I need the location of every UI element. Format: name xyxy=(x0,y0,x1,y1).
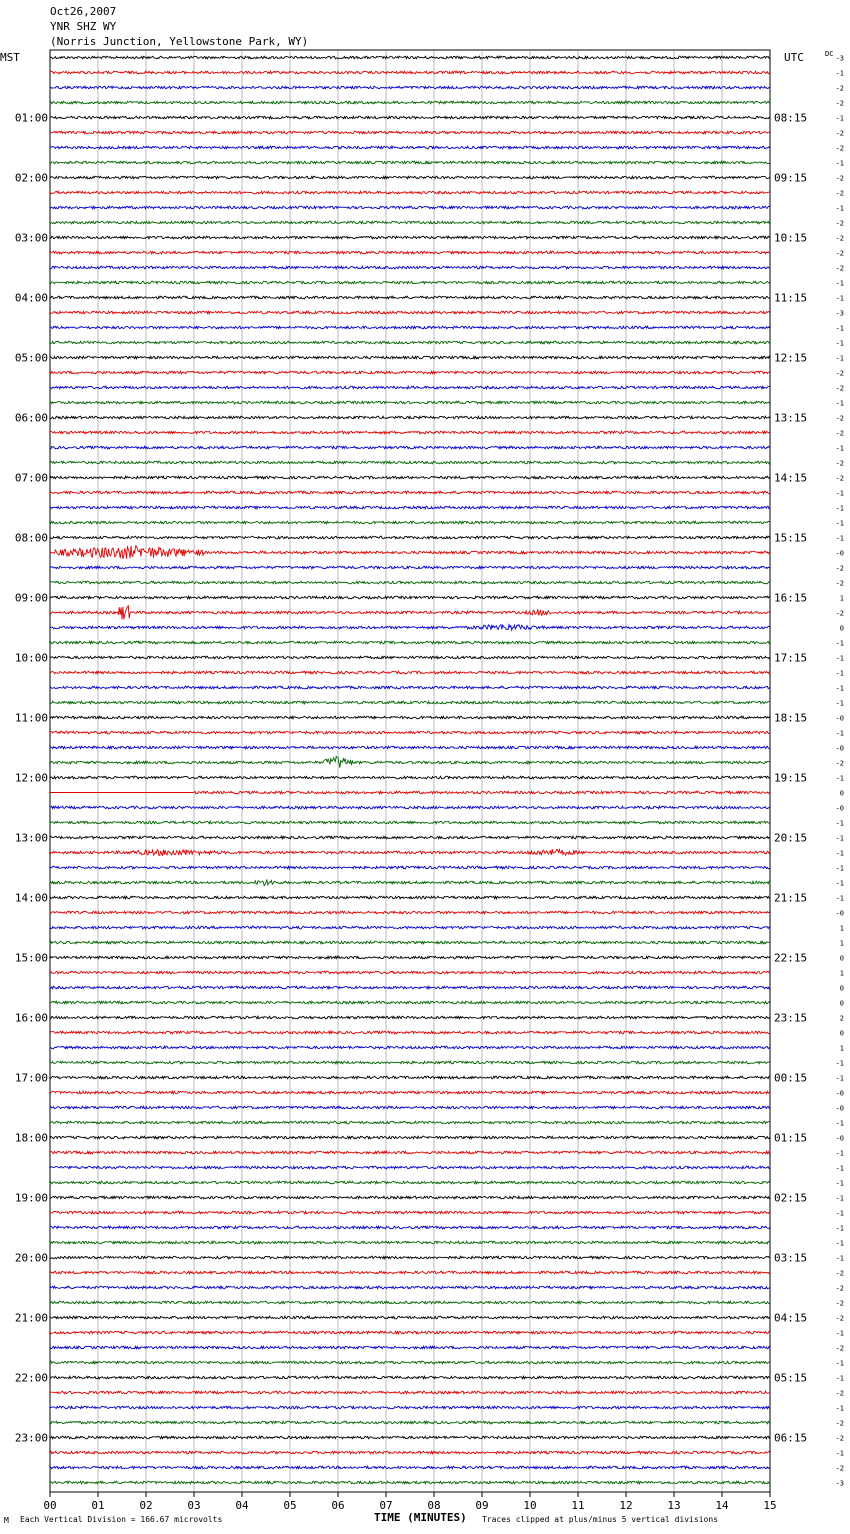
trace-11 xyxy=(50,221,770,224)
dc-offset-label: -1 xyxy=(835,354,844,363)
dc-offset-label: -2 xyxy=(835,414,844,423)
dc-offset-label: -0 xyxy=(835,909,844,918)
trace-47 xyxy=(50,756,770,767)
trace-3 xyxy=(50,101,770,104)
dc-offset-label: 0 xyxy=(839,1029,844,1038)
trace-21 xyxy=(50,371,770,374)
dc-offset-label: -1 xyxy=(835,1119,844,1128)
trace-36 xyxy=(50,596,770,599)
x-tick-label: 15 xyxy=(763,1499,777,1512)
dc-offset-label: -1 xyxy=(835,204,844,213)
dc-offset-label: -0 xyxy=(835,1104,844,1113)
right-hour-label: 15:15 xyxy=(774,531,808,545)
trace-87 xyxy=(50,1361,770,1364)
trace-28 xyxy=(50,476,770,479)
trace-76 xyxy=(50,1196,770,1199)
right-timezone-label: UTC xyxy=(784,51,804,64)
x-tick-label: 08 xyxy=(427,1499,441,1512)
dc-offset-label: -1 xyxy=(835,819,844,828)
dc-offset-label: -1 xyxy=(835,1239,844,1248)
trace-93 xyxy=(50,1451,770,1454)
dc-offset-label: 0 xyxy=(839,624,844,633)
dc-offset-label: 2 xyxy=(839,1014,844,1023)
trace-78 xyxy=(50,1226,770,1229)
dc-offset-label: -1 xyxy=(835,279,844,288)
trace-18 xyxy=(50,326,770,329)
dc-offset-label: -2 xyxy=(835,1284,844,1293)
trace-84 xyxy=(50,1316,770,1319)
trace-2 xyxy=(50,86,770,89)
left-hour-label: 13:00 xyxy=(14,831,48,845)
dc-offset-label: -1 xyxy=(835,684,844,693)
trace-92 xyxy=(50,1436,770,1439)
dc-offset-label: -1 xyxy=(835,324,844,333)
dc-offset-label: -1 xyxy=(835,1404,844,1413)
dc-offset-label: -1 xyxy=(835,864,844,873)
left-hour-label: 08:00 xyxy=(14,531,48,545)
dc-offset-label: -2 xyxy=(835,129,844,138)
trace-85 xyxy=(50,1331,770,1334)
left-hour-label: 03:00 xyxy=(14,231,48,245)
dc-offset-label: -1 xyxy=(835,1449,844,1458)
trace-72 xyxy=(50,1136,770,1139)
trace-74 xyxy=(50,1166,770,1169)
dc-offset-label: -2 xyxy=(835,609,844,618)
dc-offset-label: -2 xyxy=(835,459,844,468)
dc-offset-label: -1 xyxy=(835,504,844,513)
trace-62 xyxy=(50,986,770,989)
dc-offset-label: -0 xyxy=(835,744,844,753)
left-hour-label: 19:00 xyxy=(14,1191,48,1205)
trace-80 xyxy=(50,1256,770,1259)
trace-67 xyxy=(50,1061,770,1064)
left-hour-label: 01:00 xyxy=(14,111,48,125)
trace-38 xyxy=(50,625,770,630)
left-hour-label: 04:00 xyxy=(14,291,48,305)
corner-mark: M xyxy=(4,1516,9,1525)
dc-offset-label: 1 xyxy=(839,924,844,933)
x-tick-label: 04 xyxy=(235,1499,249,1512)
trace-64 xyxy=(50,1016,770,1019)
plot-frame xyxy=(50,50,770,1492)
left-hour-label: 17:00 xyxy=(14,1071,48,1085)
dc-offset-label: -2 xyxy=(835,384,844,393)
left-hour-label: 22:00 xyxy=(14,1371,48,1385)
trace-20 xyxy=(50,356,770,359)
right-hour-label: 04:15 xyxy=(774,1311,808,1325)
trace-27 xyxy=(50,461,770,464)
dc-offset-label: -1 xyxy=(835,849,844,858)
dc-offset-label: -1 xyxy=(835,1359,844,1368)
trace-25 xyxy=(50,431,770,434)
dc-offset-label: -0 xyxy=(835,549,844,558)
scale-note: Each Vertical Division = 166.67 microvolts xyxy=(20,1515,223,1524)
dc-offset-label: -1 xyxy=(835,1194,844,1203)
dc-offset-label: -1 xyxy=(835,1059,844,1068)
trace-50 xyxy=(50,806,770,809)
dc-offset-label: -1 xyxy=(835,729,844,738)
trace-91 xyxy=(50,1421,770,1424)
dc-offset-label: -1 xyxy=(835,1149,844,1158)
x-tick-label: 14 xyxy=(715,1499,729,1512)
dc-offset-label: -1 xyxy=(835,654,844,663)
dc-offset-label: -2 xyxy=(835,1419,844,1428)
trace-44 xyxy=(50,716,770,719)
right-hour-label: 11:15 xyxy=(774,291,808,305)
trace-40 xyxy=(50,656,770,659)
trace-83 xyxy=(50,1301,770,1304)
dc-offset-label: -2 xyxy=(835,264,844,273)
dc-offset-label: -2 xyxy=(835,1434,844,1443)
x-tick-label: 03 xyxy=(187,1499,201,1512)
trace-59 xyxy=(50,941,770,944)
right-hour-label: 06:15 xyxy=(774,1431,808,1445)
trace-35 xyxy=(50,581,770,584)
left-hour-label: 20:00 xyxy=(14,1251,48,1265)
dc-offset-label: -1 xyxy=(835,294,844,303)
trace-15 xyxy=(50,281,770,284)
left-hour-label: 14:00 xyxy=(14,891,48,905)
trace-1 xyxy=(50,71,770,74)
trace-37 xyxy=(50,606,770,620)
left-hour-label: 21:00 xyxy=(14,1311,48,1325)
trace-0 xyxy=(50,56,770,59)
right-hour-label: 08:15 xyxy=(774,111,808,125)
trace-22 xyxy=(50,386,770,389)
dc-offset-label: -0 xyxy=(835,1134,844,1143)
trace-54 xyxy=(50,866,770,869)
trace-88 xyxy=(50,1376,770,1379)
trace-31 xyxy=(50,521,770,524)
dc-offset-label: -2 xyxy=(835,429,844,438)
right-hour-label: 12:15 xyxy=(774,351,808,365)
trace-41 xyxy=(50,671,770,674)
trace-26 xyxy=(50,446,770,449)
x-tick-label: 05 xyxy=(283,1499,297,1512)
trace-75 xyxy=(50,1181,770,1184)
dc-offset-label: 1 xyxy=(839,939,844,948)
dc-offset-label: 1 xyxy=(839,594,844,603)
trace-86 xyxy=(50,1346,770,1349)
trace-66 xyxy=(50,1046,770,1049)
trace-51 xyxy=(50,821,770,824)
dc-offset-label: -2 xyxy=(835,174,844,183)
dc-offset-label: -1 xyxy=(835,1254,844,1263)
trace-58 xyxy=(50,926,770,929)
left-hour-label: 07:00 xyxy=(14,471,48,485)
right-hour-label: 17:15 xyxy=(774,651,808,665)
trace-69 xyxy=(50,1091,770,1094)
dc-offset-label: -0 xyxy=(835,804,844,813)
dc-offset-label: -1 xyxy=(835,69,844,78)
dc-offset-label: -2 xyxy=(835,564,844,573)
dc-offset-label: -3 xyxy=(835,54,844,63)
dc-offset-label: -2 xyxy=(835,759,844,768)
dc-offset-label: -1 xyxy=(835,114,844,123)
trace-60 xyxy=(50,956,770,959)
trace-42 xyxy=(50,686,770,689)
left-hour-label: 15:00 xyxy=(14,951,48,965)
dc-offset-label: -1 xyxy=(835,1179,844,1188)
dc-offset-label: 1 xyxy=(839,969,844,978)
dc-offset-label: -1 xyxy=(835,519,844,528)
dc-offset-label: -1 xyxy=(835,534,844,543)
dc-offset-label: -2 xyxy=(835,99,844,108)
dc-offset-label: -1 xyxy=(835,774,844,783)
trace-94 xyxy=(50,1466,770,1469)
trace-6 xyxy=(50,146,770,149)
left-hour-label: 18:00 xyxy=(14,1131,48,1145)
trace-33 xyxy=(50,546,770,559)
left-hour-label: 11:00 xyxy=(14,711,48,725)
left-hour-label: 02:00 xyxy=(14,171,48,185)
trace-16 xyxy=(50,296,770,299)
trace-24 xyxy=(50,416,770,419)
left-hour-label: 05:00 xyxy=(14,351,48,365)
dc-label: DC xyxy=(825,50,834,58)
dc-offset-label: -1 xyxy=(835,159,844,168)
trace-77 xyxy=(50,1211,770,1214)
trace-29 xyxy=(50,491,770,494)
trace-30 xyxy=(50,506,770,509)
trace-95 xyxy=(50,1481,770,1484)
right-hour-label: 16:15 xyxy=(774,591,808,605)
dc-offset-label: -1 xyxy=(835,339,844,348)
right-hour-label: 10:15 xyxy=(774,231,808,245)
x-tick-label: 06 xyxy=(331,1499,345,1512)
right-hour-label: 20:15 xyxy=(774,831,808,845)
dc-offset-label: -1 xyxy=(835,879,844,888)
trace-32 xyxy=(50,536,770,539)
right-hour-label: 13:15 xyxy=(774,411,808,425)
right-hour-label: 09:15 xyxy=(774,171,808,185)
plot-date: Oct26,2007 xyxy=(50,5,117,18)
clip-note: Traces clipped at plus/minus 5 vertical divisions xyxy=(482,1515,719,1524)
left-hour-label: 12:00 xyxy=(14,771,48,785)
trace-12 xyxy=(50,236,770,239)
right-hour-label: 23:15 xyxy=(774,1011,808,1025)
dc-offset-label: -1 xyxy=(835,1329,844,1338)
trace-34 xyxy=(50,566,770,569)
trace-9 xyxy=(50,191,770,194)
dc-offset-label: -2 xyxy=(835,84,844,93)
trace-8 xyxy=(50,176,770,179)
right-hour-label: 21:15 xyxy=(774,891,808,905)
dc-offset-label: -1 xyxy=(835,1374,844,1383)
trace-39 xyxy=(50,641,770,644)
dc-offset-label: 0 xyxy=(839,999,844,1008)
trace-53 xyxy=(50,849,770,855)
dc-offset-label: -1 xyxy=(835,894,844,903)
dc-offset-label: -1 xyxy=(835,1224,844,1233)
trace-52 xyxy=(50,836,770,839)
dc-offset-label: 0 xyxy=(839,789,844,798)
left-hour-label: 10:00 xyxy=(14,651,48,665)
dc-offset-label: -1 xyxy=(835,1164,844,1173)
right-hour-label: 18:15 xyxy=(774,711,808,725)
x-tick-label: 13 xyxy=(667,1499,681,1512)
trace-14 xyxy=(50,266,770,269)
dc-offset-label: -2 xyxy=(835,249,844,258)
trace-57 xyxy=(50,911,770,914)
dc-offset-label: -2 xyxy=(835,1314,844,1323)
trace-7 xyxy=(50,161,770,164)
trace-48 xyxy=(50,776,770,779)
x-tick-label: 07 xyxy=(379,1499,393,1512)
x-tick-label: 11 xyxy=(571,1499,585,1512)
dc-offset-label: -2 xyxy=(835,1269,844,1278)
x-axis-title: TIME (MINUTES) xyxy=(374,1511,467,1524)
dc-offset-label: -0 xyxy=(835,1089,844,1098)
x-tick-label: 12 xyxy=(619,1499,633,1512)
right-hour-label: 14:15 xyxy=(774,471,808,485)
dc-offset-label: -2 xyxy=(835,579,844,588)
x-tick-label: 01 xyxy=(91,1499,105,1512)
dc-offset-label: -1 xyxy=(835,444,844,453)
station-label: YNR SHZ WY xyxy=(50,20,117,33)
x-tick-label: 10 xyxy=(523,1499,537,1512)
trace-82 xyxy=(50,1286,770,1289)
trace-49 xyxy=(50,791,770,794)
trace-90 xyxy=(50,1406,770,1409)
trace-56 xyxy=(50,896,770,899)
dc-offset-label: -3 xyxy=(835,309,844,318)
trace-5 xyxy=(50,131,770,134)
dc-offset-label: -2 xyxy=(835,1299,844,1308)
dc-offset-label: -1 xyxy=(835,1209,844,1218)
dc-offset-label: -1 xyxy=(835,699,844,708)
trace-43 xyxy=(50,701,770,704)
dc-offset-label: -1 xyxy=(835,834,844,843)
left-timezone-label: MST xyxy=(0,51,20,64)
dc-offset-label: -2 xyxy=(835,219,844,228)
dc-offset-label: -2 xyxy=(835,144,844,153)
trace-17 xyxy=(50,311,770,314)
x-tick-label: 09 xyxy=(475,1499,489,1512)
trace-55 xyxy=(50,880,770,886)
trace-73 xyxy=(50,1151,770,1154)
trace-19 xyxy=(50,341,770,344)
trace-63 xyxy=(50,1001,770,1004)
right-hour-label: 00:15 xyxy=(774,1071,808,1085)
trace-89 xyxy=(50,1391,770,1394)
trace-79 xyxy=(50,1241,770,1244)
trace-61 xyxy=(50,971,770,974)
dc-offset-label: -1 xyxy=(835,1074,844,1083)
location-label: (Norris Junction, Yellowstone Park, WY) xyxy=(50,35,309,48)
right-hour-label: 02:15 xyxy=(774,1191,808,1205)
dc-offset-label: -0 xyxy=(835,714,844,723)
dc-offset-label: 0 xyxy=(839,984,844,993)
trace-13 xyxy=(50,251,770,254)
dc-offset-label: -2 xyxy=(835,474,844,483)
x-tick-label: 00 xyxy=(43,1499,57,1512)
trace-65 xyxy=(50,1031,770,1034)
dc-offset-label: -2 xyxy=(835,1464,844,1473)
left-hour-label: 06:00 xyxy=(14,411,48,425)
right-hour-label: 22:15 xyxy=(774,951,808,965)
dc-offset-label: -2 xyxy=(835,369,844,378)
trace-45 xyxy=(50,731,770,734)
dc-offset-label: -3 xyxy=(835,1479,844,1488)
left-hour-label: 16:00 xyxy=(14,1011,48,1025)
trace-81 xyxy=(50,1271,770,1274)
x-tick-label: 02 xyxy=(139,1499,153,1512)
dc-offset-label: -2 xyxy=(835,1344,844,1353)
dc-offset-label: -1 xyxy=(835,669,844,678)
trace-10 xyxy=(50,206,770,209)
trace-68 xyxy=(50,1076,770,1079)
dc-offset-label: 1 xyxy=(839,1044,844,1053)
left-hour-label: 23:00 xyxy=(14,1431,48,1445)
trace-70 xyxy=(50,1106,770,1109)
right-hour-label: 01:15 xyxy=(774,1131,808,1145)
right-hour-label: 03:15 xyxy=(774,1251,808,1265)
right-hour-label: 05:15 xyxy=(774,1371,808,1385)
dc-offset-label: -2 xyxy=(835,234,844,243)
trace-46 xyxy=(50,746,770,749)
dc-offset-label: -2 xyxy=(835,189,844,198)
dc-offset-label: -1 xyxy=(835,489,844,498)
left-hour-label: 09:00 xyxy=(14,591,48,605)
trace-4 xyxy=(50,116,770,119)
dc-offset-label: -1 xyxy=(835,399,844,408)
dc-offset-label: -1 xyxy=(835,639,844,648)
right-hour-label: 19:15 xyxy=(774,771,808,785)
dc-offset-label: 0 xyxy=(839,954,844,963)
dc-offset-label: -2 xyxy=(835,1389,844,1398)
trace-71 xyxy=(50,1121,770,1124)
trace-23 xyxy=(50,401,770,404)
